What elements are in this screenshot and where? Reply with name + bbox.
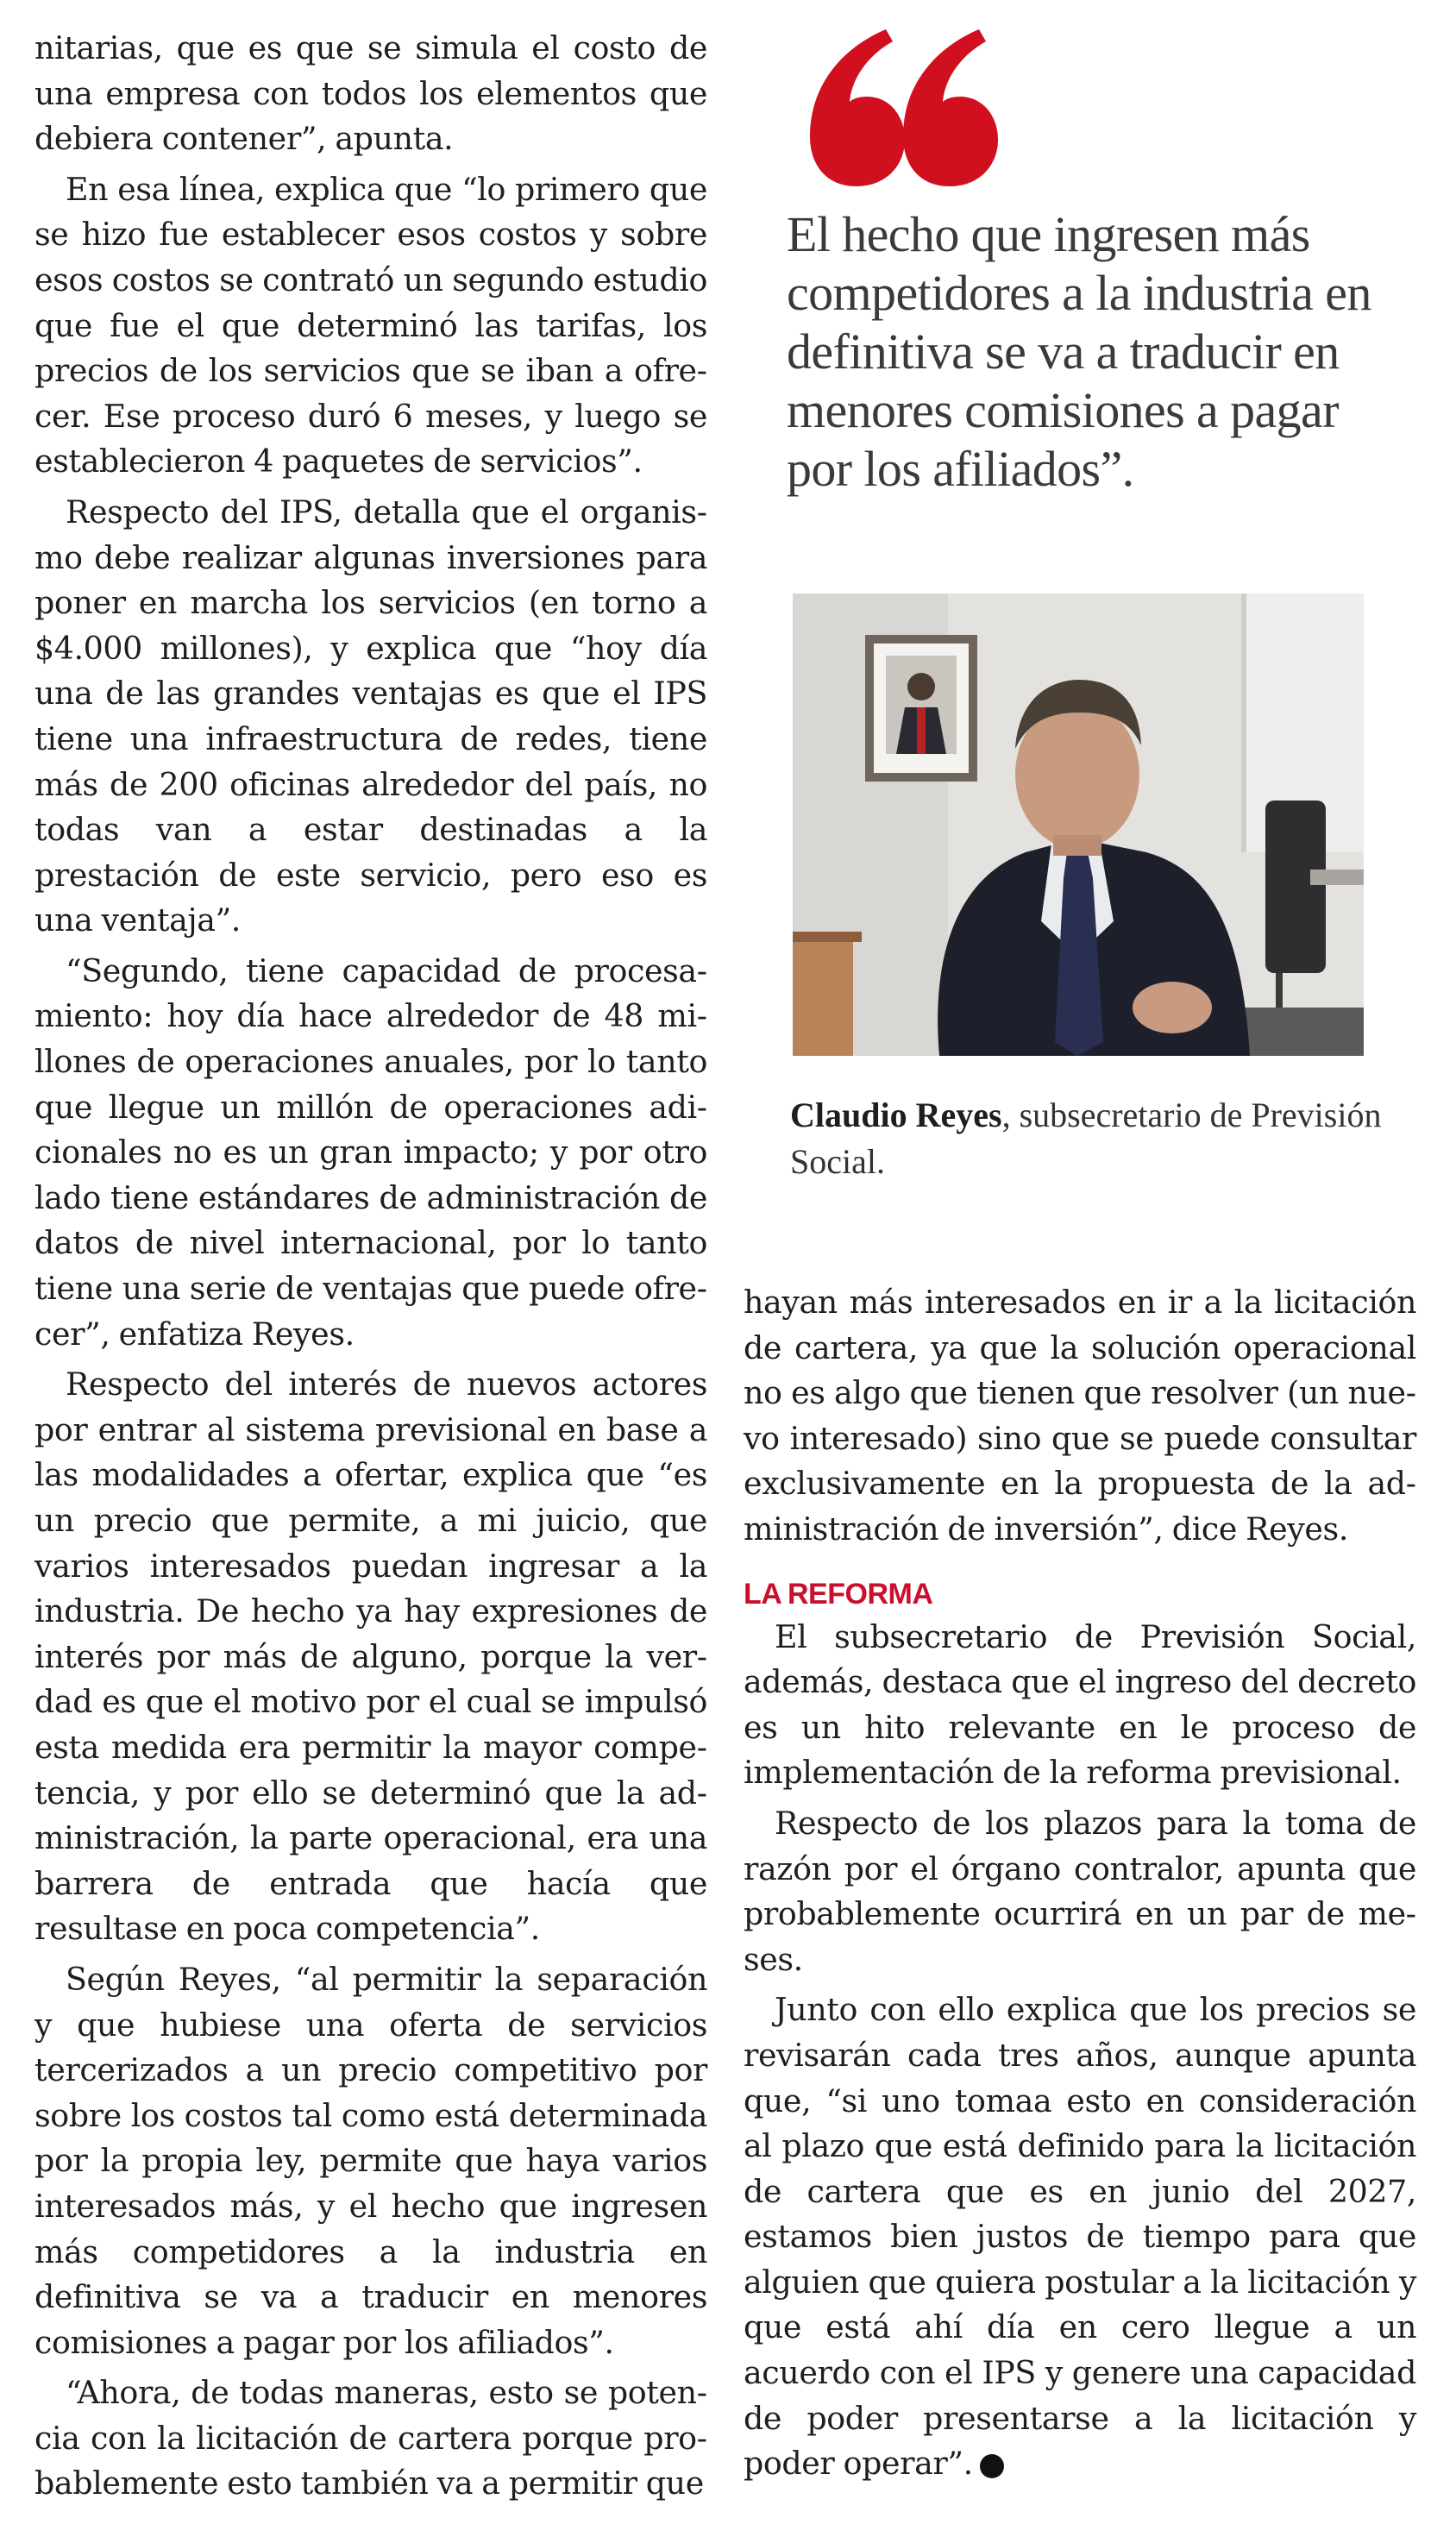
article-paragraph: Respecto del interés de nuevos actores por entrar al sistema previsional en base a las modalidades a ofertar, explica que “es un precio que permite, a mi juicio, que varios interesados puedan ingresar a la industria. De hecho ya hay expresiones de interés por más de alguno, porque la verdad es que el motivo por el cual se impulsó esta medida era permitir la mayor competencia, y por ello se determinó que la administración, la parte operacional, era una barrera de entrada que hacía que resultase en poca competencia”. [35,1366,707,1948]
article-paragraph: En esa línea, explica que “lo primero que se hizo fue establecer esos costos y sobre esos costos se contrató un segundo estudio que fue el que determinó las tarifas, los precios de los servicios que se iban a ofrecer. Ese proceso duró 6 meses, y luego se establecieron 4 paquetes de servicios”. [35,170,707,480]
caption-role: , subsecretario de Previsión Social. [790,1096,1382,1181]
portrait-photo [793,593,1364,1056]
article-paragraph: Respecto del IPS, detalla que el organismo debe realizar algunas inversiones para poner en marcha los servicios (en torno a $4.000 millones), y explica que “hoy día una de las grandes ventajas es que el IPS tiene una infraestructura de redes, tiene más de 200 oficinas alrededor del país, no todas van a estar destinadas a la prestación de este servicio, pero eso es una ventaja”. [35,493,707,939]
photo-caption [790,1092,1394,1185]
right-column [744,1280,1416,2487]
article-paragraph-final [744,1987,1416,2487]
final-paragraph-text: Junto con ello explica que los precios se revisarán cada tres años, aunque apunta que, “si uno tomaa esto en consideración al plazo que está definido para la licitación de cartera que es en junio del 2027, estamos bien justos de tiempo para que alguien que quiera postular a la licitación y que está ahí día en cero llegue a un acuerdo con el IPS y genere una capacidad de poder presentarse a la licitación y poder operar”. [744,1991,1416,2483]
section-heading: LA REFORMA [744,1577,933,1611]
caption-name: Claudio Reyes [790,1096,1002,1134]
article-paragraph: hayan más interesados en ir a la licitación de cartera, ya que la solución operacional no es algo que tienen que resolver (un nuevo interesado) sino que se puede consultar exclusivamente en la propuesta de la administración de inversión”, dice Reyes. [744,1284,1416,1548]
end-mark-icon: P [980,2454,1004,2478]
quote-mark-icon [806,26,998,190]
article-paragraph: nitarias, que es que se simula el costo de una empresa con todos los elementos que debiera contener”, apunta. [35,29,707,158]
left-column [35,26,707,2507]
article-paragraph: Según Reyes, “al permitir la separación y que hubiese una oferta de servicios tercerizados a un precio competitivo por sobre los costos tal como está determinada por la propia ley, permite que haya varios interesados más, y el hecho que ingresen más competidores a la industria en definitiva se va a traducir en menores comisiones a pagar por los afiliados”. [35,1960,707,2361]
pull-quote-text: El hecho que ingresen más competidores a la industria en definitiva se va a traducir en menores comisiones a pagar por los afiliados”. [787,206,1371,497]
article-paragraph: El subsecretario de Previsión Social, además, destaca que el ingreso del decreto es un hito relevante en le proceso de implementación de la reforma previsional. [744,1617,1416,1792]
article-paragraph: “Ahora, de todas maneras, esto se potencia con la licitación de cartera porque probablemente esto también va a permitir que [35,2374,707,2502]
article-paragraph: “Segundo, tiene capacidad de procesamiento: hoy día hace alrededor de 48 millones de operaciones anuales, por lo tanto que llegue un millón de operaciones adicionales no es un gran impacto; y por otro lado tiene estándares de administración de datos de nivel internacional, por lo tanto tiene una serie de ventajas que puede ofrecer”, enfatiza Reyes. [35,951,707,1353]
article-paragraph: Respecto de los plazos para la toma de razón por el órgano contralor, apunta que probablemente ocurrirá en un par de meses. [744,1804,1416,1978]
